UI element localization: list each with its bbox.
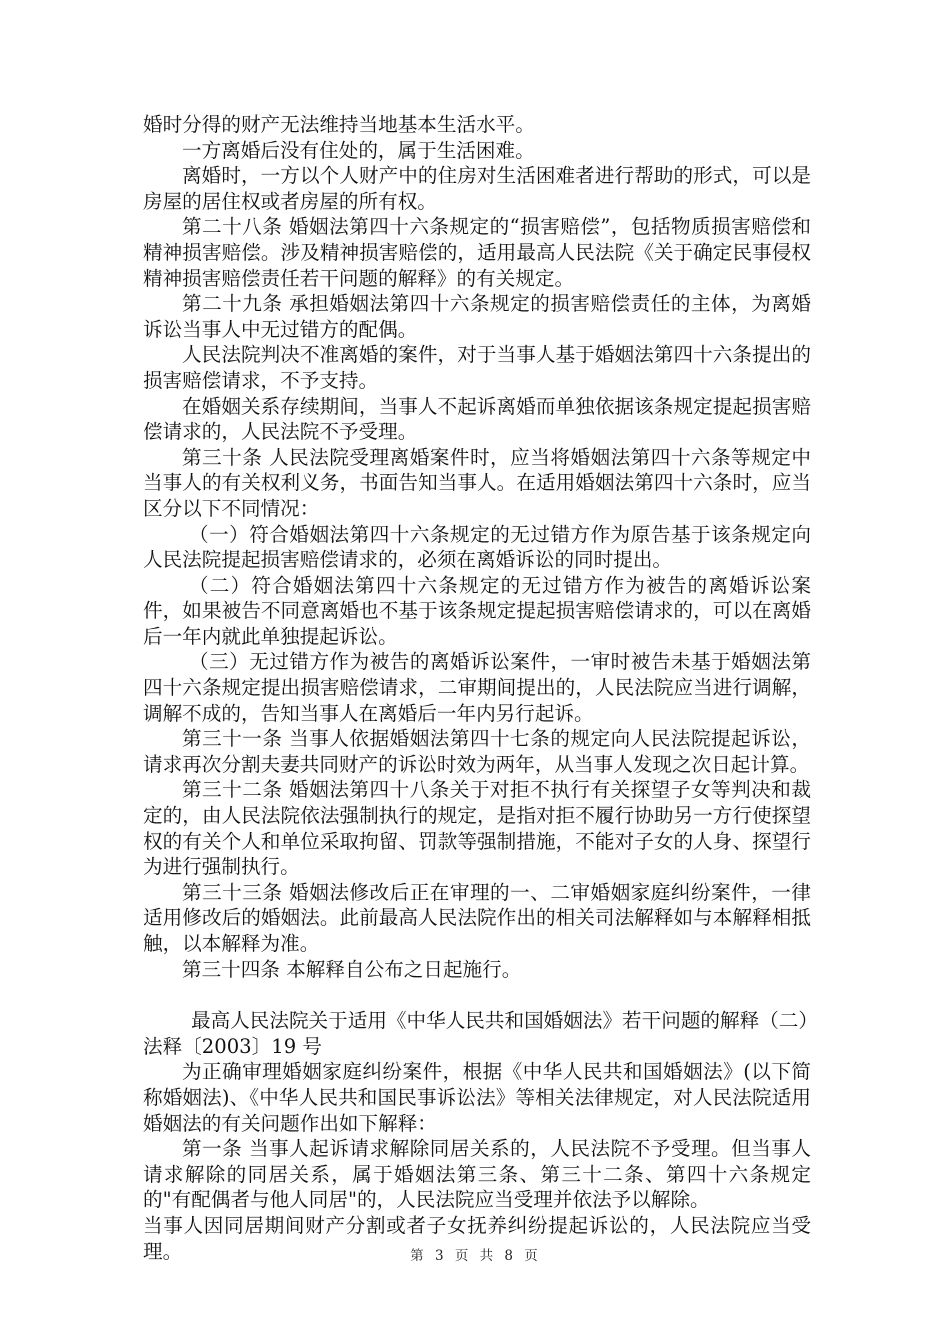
clause-2: （二）符合婚姻法第四十六条规定的无过错方作为被告的离婚诉讼案件，如果被告不同意离婚也不基于该条规定提起损害赔偿请求的，可以在离婚后一年内就此单独提起诉讼。: [143, 573, 811, 648]
clause-3: （三）无过错方作为被告的离婚诉讼案件，一审时被告未基于婚姻法第四十六条规定提出损害赔偿请求，二审期间提出的，人民法院应当进行调解，调解不成的，告知当事人在离婚后一年内另行起诉。: [143, 650, 811, 725]
paragraph: 当事人因同居期间财产分割或者子女抚养纠纷提起诉讼的，人民法院应当受理。: [143, 1213, 811, 1263]
article-31: 第三十一条 当事人依据婚姻法第四十七条的规定向人民法院提起诉讼，请求再次分割夫妻共同财产的诉讼时效为两年，从当事人发现之次日起计算。: [143, 727, 811, 776]
document-number: 法释〔2003〕19 号: [143, 1034, 322, 1058]
article-32: 第三十二条 婚姻法第四十八条关于对拒不执行有关探望子女等判决和裁定的，由人民法院依法强制执行的规定，是指对拒不履行协助另一方行使探望权的有关个人和单位采取拘留、罚款等强制措施，不能对子女的人身、探望行为进行强制执行。: [143, 778, 811, 879]
paragraph: 在婚姻关系存续期间，当事人不起诉离婚而单独依据该条规定提起损害赔偿请求的，人民法院不予受理。: [143, 394, 811, 444]
page-number-footer: 第 3 页 共 8 页: [410, 1248, 540, 1264]
paragraph: 一方离婚后没有住处的，属于生活困难。: [182, 138, 535, 162]
preamble: 为正确审理婚姻家庭纠纷案件，根据《中华人民共和国婚姻法》(以下简称婚姻法)、《中华人民共和国民事诉讼法》等相关法律规定，对人民法院适用婚姻法的有关问题作出如下解释：: [143, 1060, 811, 1135]
article-34: 第三十四条 本解释自公布之日起施行。: [182, 957, 522, 981]
article-28: 第二十八条 婚姻法第四十六条规定的“损害赔偿”，包括物质损害赔偿和精神损害赔偿。涉及精神损害赔偿的，适用最高人民法院《关于确定民事侵权精神损害赔偿责任若干问题的解释》的有关规定。: [143, 215, 811, 290]
document-body: [143, 112, 818, 1264]
paragraph-continuation: 婚时分得的财产无法维持当地基本生活水平。: [143, 113, 535, 136]
paragraph: 人民法院判决不准离婚的案件，对于当事人基于婚姻法第四十六条提出的损害赔偿请求，不予支持。: [143, 343, 811, 392]
article-1: 第一条 当事人起诉请求解除同居关系的，人民法院不予受理。但当事人请求解除的同居关系，属于婚姻法第三条、第三十二条、第四十六条规定的"有配偶者与他人同居"的，人民法院应当受理并依法予以解除。: [143, 1137, 811, 1212]
interpretation-title: 最高人民法院关于适用《中华人民共和国婚姻法》若干问题的解释（二）: [191, 1009, 818, 1033]
article-30: 第三十条 人民法院受理离婚案件时，应当将婚姻法第四十六条等规定中当事人的有关权利义务，书面告知当事人。在适用婚姻法第四十六条时，应当区分以下不同情况：: [143, 445, 811, 520]
article-29: 第二十九条 承担婚姻法第四十六条规定的损害赔偿责任的主体，为离婚诉讼当事人中无过错方的配偶。: [143, 292, 811, 341]
section-gap: [143, 982, 811, 1008]
clause-1: （一）符合婚姻法第四十六条规定的无过错方作为原告基于该条规定向人民法院提起损害赔偿请求的，必须在离婚诉讼的同时提出。: [143, 522, 811, 572]
article-33: 第三十三条 婚姻法修改后正在审理的一、二审婚姻家庭纠纷案件，一律适用修改后的婚姻法。此前最高人民法院作出的相关司法解释如与本解释相抵触，以本解释为准。: [143, 880, 811, 955]
paragraph: 离婚时，一方以个人财产中的住房对生活困难者进行帮助的形式，可以是房屋的居住权或者房屋的所有权。: [143, 164, 811, 213]
